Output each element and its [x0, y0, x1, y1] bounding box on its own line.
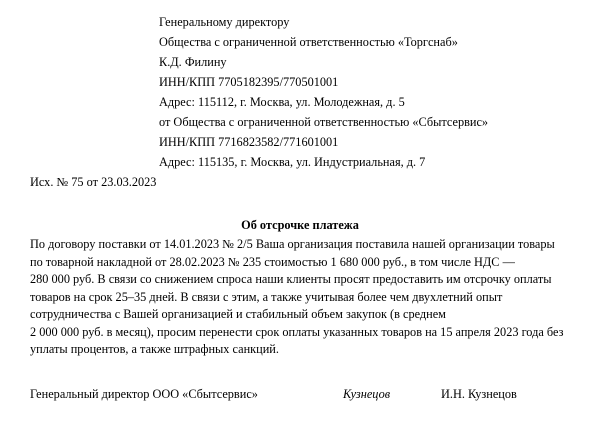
body-line: По договору поставки от 14.01.2023 № 2/5 Ваша организация поставила нашей организации товары — [30, 237, 555, 251]
sender-line: ИНН/КПП 7716823582/771601001 — [159, 135, 339, 149]
recipient-block — [159, 12, 589, 172]
signer-position: Генеральный директор ООО «Сбытсервис» — [30, 387, 258, 401]
recipient-line: Общества с ограниченной ответственностью «Торгснаб» — [159, 35, 458, 49]
sender-line: Адрес: 115135, г. Москва, ул. Индустриальная, д. 7 — [159, 155, 426, 169]
recipient-line: К.Д. Филину — [159, 55, 227, 69]
body-line: 2 000 000 руб. в месяц), просим перенести срок оплаты указанных товаров на 15 апреля 2023 года без — [30, 324, 564, 339]
body-line: сотрудничества с Вашей организацией и стабильный объем закупок (в среднем — [30, 307, 446, 321]
body-line: по товарной накладной от 28.02.2023 № 235 стоимостью 1 680 000 руб., в том числе НДС — — [30, 254, 515, 269]
outgoing-reference: Исх. № 75 от 23.03.2023 — [30, 175, 157, 189]
recipient-line: ИНН/КПП 7705182395/770501001 — [159, 75, 339, 89]
recipient-line: Адрес: 115112, г. Москва, ул. Молодежная, д. 5 — [159, 95, 405, 109]
letter-body — [30, 236, 582, 359]
sender-line: от Общества с ограниченной ответственностью «Сбытсервис» — [159, 115, 489, 129]
recipient-line: Генеральному директору — [159, 15, 290, 29]
body-line: уплаты процентов, а также штрафных санкций. — [30, 342, 279, 356]
handwritten-signature: Кузнецов — [343, 387, 391, 401]
body-line: товаров на срок 25–35 дней. В связи с этим, а также учитывая более чем двухлетний опыт — [30, 289, 503, 304]
body-line: 280 000 руб. В связи со снижением спроса наши клиенты просят предоставить им отсрочку оплаты — [30, 272, 552, 286]
letter-title: Об отсрочке платежа — [241, 218, 359, 232]
signer-name: И.Н. Кузнецов — [441, 387, 517, 401]
